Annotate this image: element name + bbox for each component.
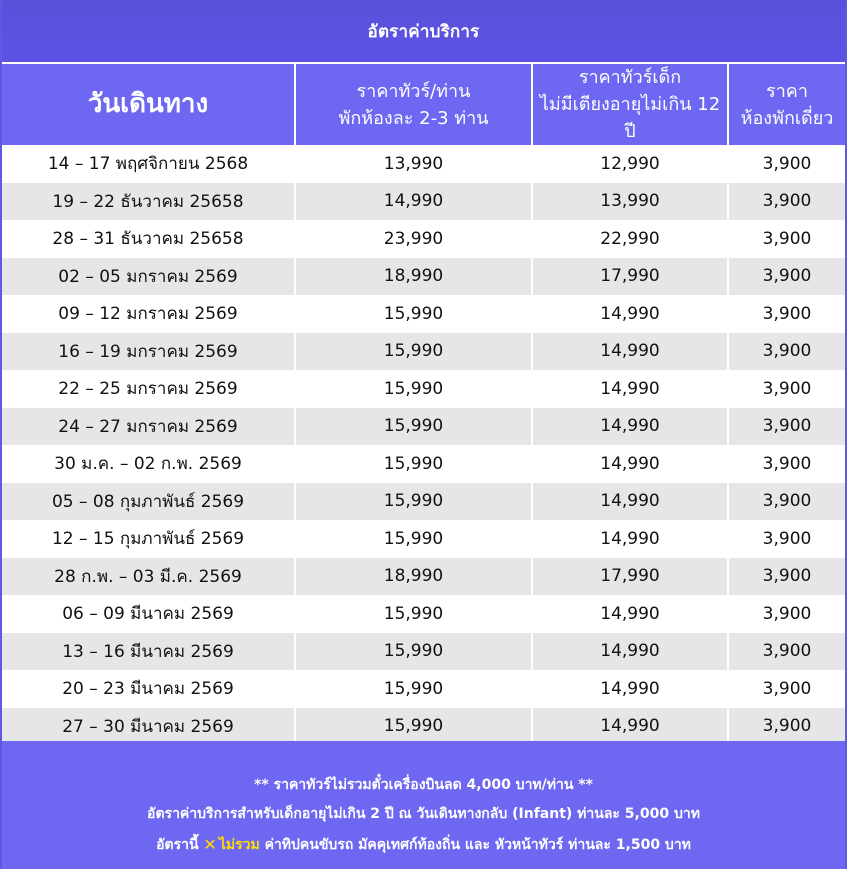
table-row [2, 370, 845, 408]
cell-date: 24 – 27 มกราคม 2569 [2, 408, 295, 446]
table-row [2, 520, 845, 558]
cell-child-price: 17,990 [532, 558, 728, 596]
cell-single-price: 3,900 [728, 408, 845, 446]
cell-date: 09 – 12 มกราคม 2569 [2, 295, 295, 333]
cell-date: 22 – 25 มกราคม 2569 [2, 370, 295, 408]
table-row [2, 183, 845, 221]
table-row [2, 445, 845, 483]
table-row [2, 333, 845, 371]
table-row [2, 708, 845, 746]
cell-child-price: 14,990 [532, 520, 728, 558]
cell-date: 28 – 31 ธันวาคม 25658 [2, 220, 295, 258]
cell-adult-price: 15,990 [295, 670, 532, 708]
note-airfare: ** ราคาทัวร์ไม่รวมตั๋วเครื่องบินลด 4,000 บาท/ท่าน ** [254, 777, 593, 793]
table-row [2, 595, 845, 633]
cell-date: 27 – 30 มีนาคม 2569 [2, 708, 295, 746]
cell-single-price: 3,900 [728, 595, 845, 633]
cell-adult-price: 15,990 [295, 708, 532, 746]
cell-single-price: 3,900 [728, 183, 845, 221]
page-title: อัตราค่าบริการ [367, 21, 480, 42]
cell-adult-price: 18,990 [295, 258, 532, 296]
header-single-line2: ห้องพักเดี่ยว [740, 107, 834, 129]
cell-adult-price: 15,990 [295, 295, 532, 333]
table-row [2, 408, 845, 446]
cell-child-price: 14,990 [532, 670, 728, 708]
header-single-line1: ราคา [766, 80, 808, 102]
cell-date: 28 ก.พ. – 03 มี.ค. 2569 [2, 558, 295, 596]
cell-date: 16 – 19 มกราคม 2569 [2, 333, 295, 371]
table-row [2, 258, 845, 296]
cell-adult-price: 15,990 [295, 595, 532, 633]
header-adult-price [295, 64, 532, 145]
cell-date: 19 – 22 ธันวาคม 25658 [2, 183, 295, 221]
table-row [2, 220, 845, 258]
note-tips-prefix: อัตรานี้ [156, 837, 199, 853]
note-infant-rate: อัตราค่าบริการสำหรับเด็กอายุไม่เกิน 2 ปี ณ วันเดินทางกลับ (Infant) ท่านละ 5,000 บาท [147, 806, 700, 822]
cell-child-price: 17,990 [532, 258, 728, 296]
table-row [2, 295, 845, 333]
cell-child-price: 14,990 [532, 333, 728, 371]
cell-child-price: 12,990 [532, 145, 728, 183]
cell-adult-price: 13,990 [295, 145, 532, 183]
cell-single-price: 3,900 [728, 220, 845, 258]
cell-child-price: 22,990 [532, 220, 728, 258]
cell-single-price: 3,900 [728, 445, 845, 483]
cell-adult-price: 15,990 [295, 520, 532, 558]
cell-single-price: 3,900 [728, 633, 845, 671]
pricing-table [2, 64, 845, 745]
cross-mark-icon: ✕ [203, 835, 217, 854]
note-tips-suffix: ค่าทิปคนขับรถ มัคคุเทศก์ท้องถิ่น และ หัวหน้าทัวร์ ท่านละ 1,500 บาท [264, 837, 691, 853]
page-title-bar [2, 0, 845, 64]
cell-adult-price: 15,990 [295, 633, 532, 671]
header-adult-line2: พักห้องละ 2-3 ท่าน [338, 107, 489, 129]
cell-adult-price: 23,990 [295, 220, 532, 258]
cell-adult-price: 15,990 [295, 408, 532, 446]
cell-date: 20 – 23 มีนาคม 2569 [2, 670, 295, 708]
header-child-line2: ไม่มีเตียงอายุไม่เกิน 12 ปี [539, 94, 721, 142]
cell-adult-price: 15,990 [295, 445, 532, 483]
pricing-notes [2, 741, 845, 869]
cell-single-price: 3,900 [728, 333, 845, 371]
header-single-room [728, 64, 845, 145]
cell-single-price: 3,900 [728, 520, 845, 558]
cell-child-price: 13,990 [532, 183, 728, 221]
header-child-line1: ราคาทัวร์เด็ก [578, 67, 682, 88]
table-row [2, 145, 845, 183]
cell-child-price: 14,990 [532, 408, 728, 446]
table-row [2, 670, 845, 708]
cell-single-price: 3,900 [728, 558, 845, 596]
not-included-label: ไม่รวม [218, 837, 260, 853]
cell-child-price: 14,990 [532, 445, 728, 483]
cell-single-price: 3,900 [728, 708, 845, 746]
cell-date: 05 – 08 กุมภาพันธ์ 2569 [2, 483, 295, 521]
cell-single-price: 3,900 [728, 670, 845, 708]
cell-child-price: 14,990 [532, 483, 728, 521]
cell-child-price: 14,990 [532, 370, 728, 408]
cell-adult-price: 15,990 [295, 333, 532, 371]
cell-single-price: 3,900 [728, 483, 845, 521]
cell-date: 06 – 09 มีนาคม 2569 [2, 595, 295, 633]
cell-single-price: 3,900 [728, 370, 845, 408]
pricing-table-header [2, 64, 845, 145]
header-adult-line1: ราคาทัวร์/ท่าน [356, 80, 471, 102]
cell-date: 02 – 05 มกราคม 2569 [2, 258, 295, 296]
cell-date: 30 ม.ค. – 02 ก.พ. 2569 [2, 445, 295, 483]
cell-child-price: 14,990 [532, 295, 728, 333]
header-date-label: วันเดินทาง [87, 89, 209, 120]
cell-date: 12 – 15 กุมภาพันธ์ 2569 [2, 520, 295, 558]
pricing-table-body [2, 145, 845, 745]
header-child-price [532, 64, 728, 145]
cell-date: 13 – 16 มีนาคม 2569 [2, 633, 295, 671]
cell-adult-price: 15,990 [295, 483, 532, 521]
note-tips [2, 829, 845, 860]
cell-child-price: 14,990 [532, 595, 728, 633]
table-row [2, 558, 845, 596]
header-date [2, 64, 295, 145]
cell-adult-price: 15,990 [295, 370, 532, 408]
cell-single-price: 3,900 [728, 258, 845, 296]
cell-single-price: 3,900 [728, 295, 845, 333]
table-row [2, 483, 845, 521]
cell-adult-price: 14,990 [295, 183, 532, 221]
table-row [2, 633, 845, 671]
cell-child-price: 14,990 [532, 633, 728, 671]
cell-date: 14 – 17 พฤศจิกายน 2568 [2, 145, 295, 183]
cell-adult-price: 18,990 [295, 558, 532, 596]
cell-child-price: 14,990 [532, 708, 728, 746]
cell-single-price: 3,900 [728, 145, 845, 183]
